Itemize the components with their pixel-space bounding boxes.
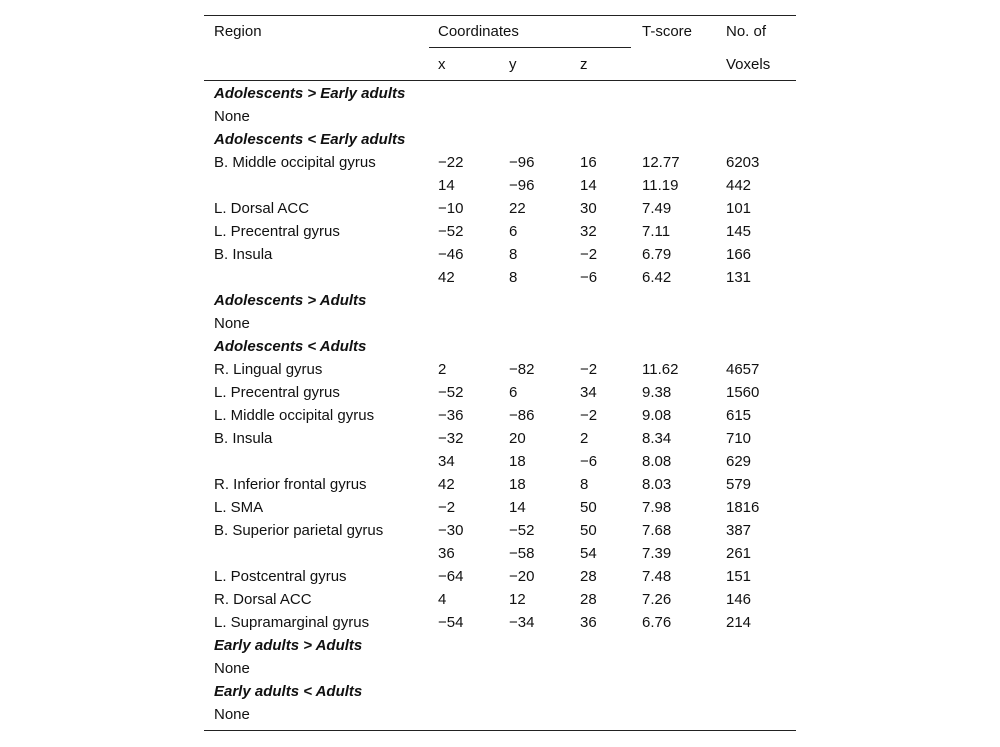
cell-voxels: 6203 (726, 154, 760, 171)
section-heading: Adolescents > Early adults (214, 85, 406, 102)
cell-region: L. Precentral gyrus (214, 384, 340, 401)
section-heading-row (204, 292, 796, 315)
section-heading-row (204, 637, 796, 660)
cell-y: 20 (509, 430, 526, 447)
table-bottom-rule (204, 730, 796, 731)
cell-z: 2 (580, 430, 589, 447)
cell-x: 36 (438, 545, 455, 562)
table-row (204, 384, 796, 407)
cell-z: −6 (580, 453, 598, 470)
cell-region: None (214, 660, 250, 677)
table-row (204, 246, 796, 269)
cell-region: L. Dorsal ACC (214, 200, 310, 217)
header-region: Region (214, 23, 262, 40)
cell-voxels: 261 (726, 545, 752, 562)
table-row (204, 200, 796, 223)
table-row (204, 545, 796, 568)
cell-y: 22 (509, 200, 526, 217)
cell-voxels: 4657 (726, 361, 760, 378)
cell-region: B. Middle occipital gyrus (214, 154, 376, 171)
cell-z: 36 (580, 614, 597, 631)
section-heading: Adolescents < Adults (214, 338, 367, 355)
cell-voxels: 579 (726, 476, 752, 493)
cell-tscore: 9.38 (642, 384, 672, 401)
cell-region: B. Insula (214, 430, 273, 447)
section-heading-row (204, 683, 796, 706)
cell-region: B. Superior parietal gyrus (214, 522, 384, 539)
cell-region: None (214, 315, 250, 332)
cell-x: −22 (438, 154, 464, 171)
header-coordinates: Coordinates (438, 23, 519, 40)
cell-y: 6 (509, 223, 518, 240)
cell-z: 30 (580, 200, 597, 217)
section-heading: Early adults > Adults (214, 637, 363, 654)
cell-z: 16 (580, 154, 597, 171)
cell-tscore: 6.42 (642, 269, 672, 286)
cell-y: 14 (509, 499, 526, 516)
header-z: z (580, 56, 588, 73)
cell-tscore: 6.79 (642, 246, 672, 263)
cell-y: 8 (509, 246, 518, 263)
table-row (204, 108, 796, 131)
cell-z: 28 (580, 568, 597, 585)
table-row (204, 660, 796, 683)
cell-z: 54 (580, 545, 597, 562)
section-heading-row (204, 131, 796, 154)
cell-region: L. Precentral gyrus (214, 223, 340, 240)
table-row (204, 154, 796, 177)
cell-voxels: 166 (726, 246, 752, 263)
cell-z: 50 (580, 522, 597, 539)
header-bottom-rule (204, 80, 796, 81)
cell-voxels: 1816 (726, 499, 760, 516)
cell-region: R. Inferior frontal gyrus (214, 476, 367, 493)
table-row (204, 568, 796, 591)
cell-y: 8 (509, 269, 518, 286)
cell-x: −2 (438, 499, 456, 516)
section-heading: Adolescents < Early adults (214, 131, 406, 148)
cell-y: −86 (509, 407, 535, 424)
table-row (204, 499, 796, 522)
cell-z: 34 (580, 384, 597, 401)
cell-x: −46 (438, 246, 464, 263)
cell-z: 32 (580, 223, 597, 240)
cell-voxels: 442 (726, 177, 752, 194)
table-row (204, 361, 796, 384)
header-tscore: T-score (642, 23, 693, 40)
cell-voxels: 131 (726, 269, 752, 286)
cell-voxels: 615 (726, 407, 752, 424)
cell-x: 42 (438, 476, 455, 493)
cell-x: −52 (438, 223, 464, 240)
cell-voxels: 214 (726, 614, 752, 631)
cell-tscore: 7.48 (642, 568, 672, 585)
table-row (204, 706, 796, 729)
header-x: x (438, 56, 446, 73)
cell-tscore: 8.34 (642, 430, 672, 447)
cell-region: R. Lingual gyrus (214, 361, 323, 378)
table-row (204, 522, 796, 545)
cell-region: None (214, 108, 250, 125)
cell-region: L. Supramarginal gyrus (214, 614, 370, 631)
cell-y: −58 (509, 545, 535, 562)
section-heading: Early adults < Adults (214, 683, 363, 700)
cell-voxels: 629 (726, 453, 752, 470)
cell-region: L. Postcentral gyrus (214, 568, 347, 585)
cell-y: 6 (509, 384, 518, 401)
table-row (204, 269, 796, 292)
cell-voxels: 101 (726, 200, 752, 217)
cell-y: 12 (509, 591, 526, 608)
cell-tscore: 7.98 (642, 499, 672, 516)
cell-tscore: 7.39 (642, 545, 672, 562)
section-heading-row (204, 338, 796, 361)
cell-voxels: 710 (726, 430, 752, 447)
cell-x: −52 (438, 384, 464, 401)
cell-voxels: 1560 (726, 384, 760, 401)
cell-x: 2 (438, 361, 447, 378)
table-row (204, 591, 796, 614)
cell-z: 14 (580, 177, 597, 194)
coordinates-underline (429, 47, 631, 48)
cell-tscore: 7.68 (642, 522, 672, 539)
cell-x: −64 (438, 568, 464, 585)
cell-z: 28 (580, 591, 597, 608)
table-row (204, 223, 796, 246)
cell-x: −54 (438, 614, 464, 631)
cell-z: 8 (580, 476, 589, 493)
cell-y: 18 (509, 476, 526, 493)
cell-region: L. Middle occipital gyrus (214, 407, 375, 424)
cell-x: 42 (438, 269, 455, 286)
cell-voxels: 151 (726, 568, 752, 585)
table-top-rule (204, 15, 796, 16)
cell-tscore: 8.03 (642, 476, 672, 493)
table-row (204, 315, 796, 338)
section-heading-row (204, 85, 796, 108)
cell-y: −96 (509, 154, 535, 171)
cell-voxels: 145 (726, 223, 752, 240)
cell-region: L. SMA (214, 499, 264, 516)
cell-x: −30 (438, 522, 464, 539)
cell-tscore: 6.76 (642, 614, 672, 631)
cell-z: −2 (580, 361, 598, 378)
cell-region: None (214, 706, 250, 723)
cell-z: −6 (580, 269, 598, 286)
cell-y: −96 (509, 177, 535, 194)
header-y: y (509, 56, 517, 73)
cell-tscore: 8.08 (642, 453, 672, 470)
cell-y: −82 (509, 361, 535, 378)
table-row (204, 453, 796, 476)
table-row (204, 407, 796, 430)
cell-z: 50 (580, 499, 597, 516)
cell-voxels: 146 (726, 591, 752, 608)
table-row (204, 430, 796, 453)
cell-z: −2 (580, 246, 598, 263)
cell-voxels: 387 (726, 522, 752, 539)
cell-y: 18 (509, 453, 526, 470)
cell-tscore: 7.26 (642, 591, 672, 608)
cell-y: −34 (509, 614, 535, 631)
cell-x: 4 (438, 591, 447, 608)
cell-z: −2 (580, 407, 598, 424)
cell-x: −32 (438, 430, 464, 447)
cell-x: 14 (438, 177, 455, 194)
cell-y: −20 (509, 568, 535, 585)
cell-tscore: 9.08 (642, 407, 672, 424)
cell-x: −10 (438, 200, 464, 217)
header-voxels-line1: No. of (726, 23, 767, 40)
table-row (204, 476, 796, 499)
table-row (204, 614, 796, 637)
cell-y: −52 (509, 522, 535, 539)
cell-x: −36 (438, 407, 464, 424)
cell-tscore: 11.19 (642, 177, 679, 194)
cell-tscore: 7.49 (642, 200, 672, 217)
cell-tscore: 7.11 (642, 223, 671, 240)
header-voxels-line2: Voxels (726, 56, 771, 73)
cell-region: R. Dorsal ACC (214, 591, 312, 608)
table-row (204, 177, 796, 200)
cell-region: B. Insula (214, 246, 273, 263)
cell-tscore: 12.77 (642, 154, 680, 171)
section-heading: Adolescents > Adults (214, 292, 367, 309)
cell-tscore: 11.62 (642, 361, 679, 378)
cell-x: 34 (438, 453, 455, 470)
